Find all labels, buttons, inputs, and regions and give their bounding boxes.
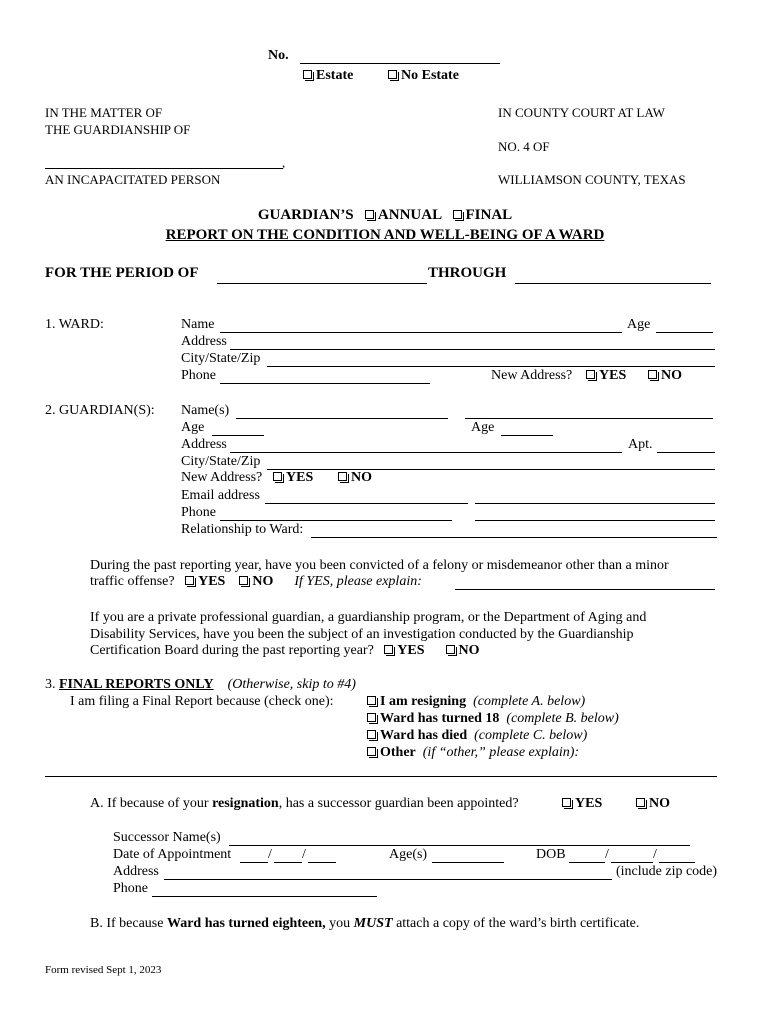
guardian-age-label: Age [181,420,205,435]
annual-label: ANNUAL [377,207,442,223]
filing-reason-label: I am filing a Final Report because (check one): [70,694,334,709]
guardian-age1-input[interactable] [212,435,264,436]
checkbox-icon[interactable] [446,645,455,654]
appointment-month-input[interactable] [240,862,268,863]
ward-city-input[interactable] [267,366,715,367]
option-other[interactable] [367,745,579,761]
date-separator: / [302,847,306,862]
checkbox-icon[interactable] [586,370,595,379]
ward-phone-input[interactable] [220,383,430,384]
other-explain-input[interactable] [45,776,717,777]
checkbox-icon[interactable] [303,70,312,79]
form-revision-note: Form revised Sept 1, 2023 [45,964,162,976]
guardian-city-label: City/State/Zip [181,454,261,469]
professional-question-line2: Disability Services, have you been the subject of an investigation conducted by the Guardianship [90,627,634,642]
final-label: FINAL [465,207,513,223]
checkbox-icon[interactable] [648,370,657,379]
include-zip-note: (include zip code) [616,864,718,879]
ward-new-address-label: New Address? [491,368,573,383]
case-number-field[interactable] [300,63,500,64]
option-label: Other [380,745,416,760]
guardian-email1-input[interactable] [265,503,468,504]
successor-names-input[interactable] [229,845,690,846]
ward-city-label: City/State/Zip [181,351,261,366]
successor-no-option[interactable] [636,796,670,812]
guardian-city-input[interactable] [267,469,715,470]
guardian-name1-input[interactable] [236,418,448,419]
option-note: (complete A. below) [473,694,586,709]
guardian-address-input[interactable] [230,452,622,453]
checkbox-icon[interactable] [453,210,462,219]
guardian-relationship-label: Relationship to Ward: [181,522,304,537]
checkbox-icon[interactable] [636,798,645,807]
section-a-bold: resignation [212,796,279,811]
yes-label: YES [599,368,627,383]
caption-right-3: WILLIAMSON COUNTY, TEXAS [498,172,686,187]
option-label: Ward has turned 18 [380,711,500,726]
option-resigning[interactable] [367,694,585,710]
ward-name-field[interactable] [45,168,283,169]
dob-day-input[interactable] [611,862,653,863]
report-title-line1 [0,207,770,224]
option-label: Ward has died [380,728,468,743]
no-label: NO [458,643,480,658]
professional-no-option[interactable] [446,643,480,658]
dob-month-input[interactable] [569,862,605,863]
felony-no-option[interactable] [239,574,273,589]
successor-phone-label: Phone [113,881,148,896]
checkbox-icon[interactable] [365,210,374,219]
option-note: (if “other,” please explain): [422,745,580,760]
guardian-names-label: Name(s) [181,403,230,418]
section-b-note [90,916,639,932]
professional-question-line1: If you are a private professional guardian, a guardianship program, or the Department of Aging and [90,610,647,625]
no-estate-option[interactable] [388,68,459,84]
skip-note: (Otherwise, skip to #4) [227,677,356,692]
checkbox-icon[interactable] [185,576,194,585]
felony-question-text: traffic offense? [90,574,175,589]
ward-name-label: Name [181,317,215,332]
final-reports-title: FINAL REPORTS ONLY [59,677,214,692]
felony-question-line2 [90,574,422,590]
period-through-label: THROUGH [428,265,507,281]
guardian-new-address-no[interactable] [338,470,372,486]
guardian-apt-input[interactable] [657,452,715,453]
felony-explain-label: If YES, please explain: [294,574,422,589]
checkbox-icon[interactable] [562,798,571,807]
checkbox-icon[interactable] [384,645,393,654]
checkbox-icon[interactable] [367,747,376,756]
caption-comma: , [282,155,286,170]
guardian-address-label: Address [181,437,227,452]
caption-left-1: IN THE MATTER OF [45,105,163,120]
no-estate-label: No Estate [401,68,459,83]
felony-yes-option[interactable] [185,574,225,589]
successor-address-input[interactable] [164,879,612,880]
felony-explain-input[interactable] [455,589,715,590]
ward-phone-label: Phone [181,368,216,383]
section-b-suffix: attach a copy of the ward’s birth certificate. [392,916,640,931]
section-a-suffix: , has a successor guardian been appointed? [278,796,519,811]
no-label: NO [351,470,372,485]
guardian-age2-input[interactable] [501,435,553,436]
guardian-age2-label: Age [471,420,495,435]
no-label: NO [649,796,670,811]
section-b-prefix: B. If because [90,916,167,931]
successor-phone-input[interactable] [152,896,377,897]
ward-new-address-yes[interactable] [586,368,626,384]
date-separator: / [268,847,272,862]
section-b-bold: Ward has turned eighteen, [166,916,326,931]
title-prefix: GUARDIAN’S [257,207,354,223]
caption-right-2: NO. 4 OF [498,139,550,154]
yes-label: YES [198,574,226,589]
ward-age-input[interactable] [656,332,713,333]
checkbox-icon[interactable] [239,576,248,585]
period-end-field[interactable] [515,283,711,284]
case-number-label: No. [268,48,289,63]
option-label: I am resigning [380,694,467,709]
professional-yes-option[interactable] [384,643,424,658]
guardian-relationship-input[interactable] [311,537,717,538]
guardian-phone1-input[interactable] [220,520,452,521]
section-a-prefix: A. If because of your [90,796,213,811]
guardian-new-address-label: New Address? [181,470,263,485]
period-for-label: FOR THE PERIOD OF [45,265,199,281]
estate-option[interactable] [303,68,353,84]
checkbox-icon[interactable] [388,70,397,79]
estate-label: Estate [316,68,354,83]
guardian-phone2-input[interactable] [475,520,715,521]
guardian-email-label: Email address [181,488,260,503]
successor-ages-input[interactable] [432,862,504,863]
section-b-must: MUST [353,916,393,931]
ward-new-address-no[interactable] [648,368,682,384]
guardian-section-label: 2. GUARDIAN(S): [45,403,155,418]
dob-year-input[interactable] [659,862,695,863]
checkbox-icon[interactable] [273,472,282,481]
date-separator: / [605,847,609,862]
yes-label: YES [575,796,603,811]
ward-address-label: Address [181,334,227,349]
guardian-apt-label: Apt. [628,437,653,452]
ward-section-label: 1. WARD: [45,317,104,332]
option-note: (complete C. below) [474,728,588,743]
section-a-question [90,796,519,812]
appointment-year-input[interactable] [308,862,336,863]
caption-left-3: AN INCAPACITATED PERSON [45,172,221,187]
section-number: 3. [45,677,56,692]
guardian-email2-input[interactable] [475,503,715,504]
checkbox-icon[interactable] [367,730,376,739]
caption-right-1: IN COUNTY COURT AT LAW [498,105,665,120]
checkbox-icon[interactable] [338,472,347,481]
option-note: (complete B. below) [506,711,619,726]
date-separator: / [653,847,657,862]
section-b-middle: you [325,916,354,931]
no-label: NO [661,368,682,383]
appointment-date-label: Date of Appointment [113,847,232,862]
successor-ages-label: Age(s) [389,847,428,862]
ward-age-label: Age [627,317,651,332]
felony-question-line1: During the past reporting year, have you been convicted of a felony or misdemeanor other than a minor [90,558,669,573]
successor-names-label: Successor Name(s) [113,830,221,845]
appointment-day-input[interactable] [274,862,302,863]
option-died[interactable] [367,728,587,744]
guardian-name2-input[interactable] [465,418,713,419]
successor-dob-label: DOB [536,847,566,862]
caption-left-2: THE GUARDIANSHIP OF [45,122,191,137]
checkbox-icon[interactable] [367,696,376,705]
checkbox-icon[interactable] [367,713,376,722]
guardian-phone-label: Phone [181,505,216,520]
ward-address-input[interactable] [230,349,715,350]
professional-question-line3 [90,643,480,659]
yes-label: YES [397,643,425,658]
guardian-new-address-yes[interactable] [273,470,313,486]
successor-yes-option[interactable] [562,796,602,812]
final-reports-heading [45,677,356,693]
professional-question-text: Certification Board during the past reporting year? [90,643,374,658]
period-start-field[interactable] [217,283,427,284]
ward-name-input[interactable] [220,332,622,333]
yes-label: YES [286,470,314,485]
report-title-line2: REPORT ON THE CONDITION AND WELL-BEING OF A WARD [165,227,605,243]
option-turned-18[interactable] [367,711,619,727]
successor-address-label: Address [113,864,159,879]
no-label: NO [252,574,274,589]
